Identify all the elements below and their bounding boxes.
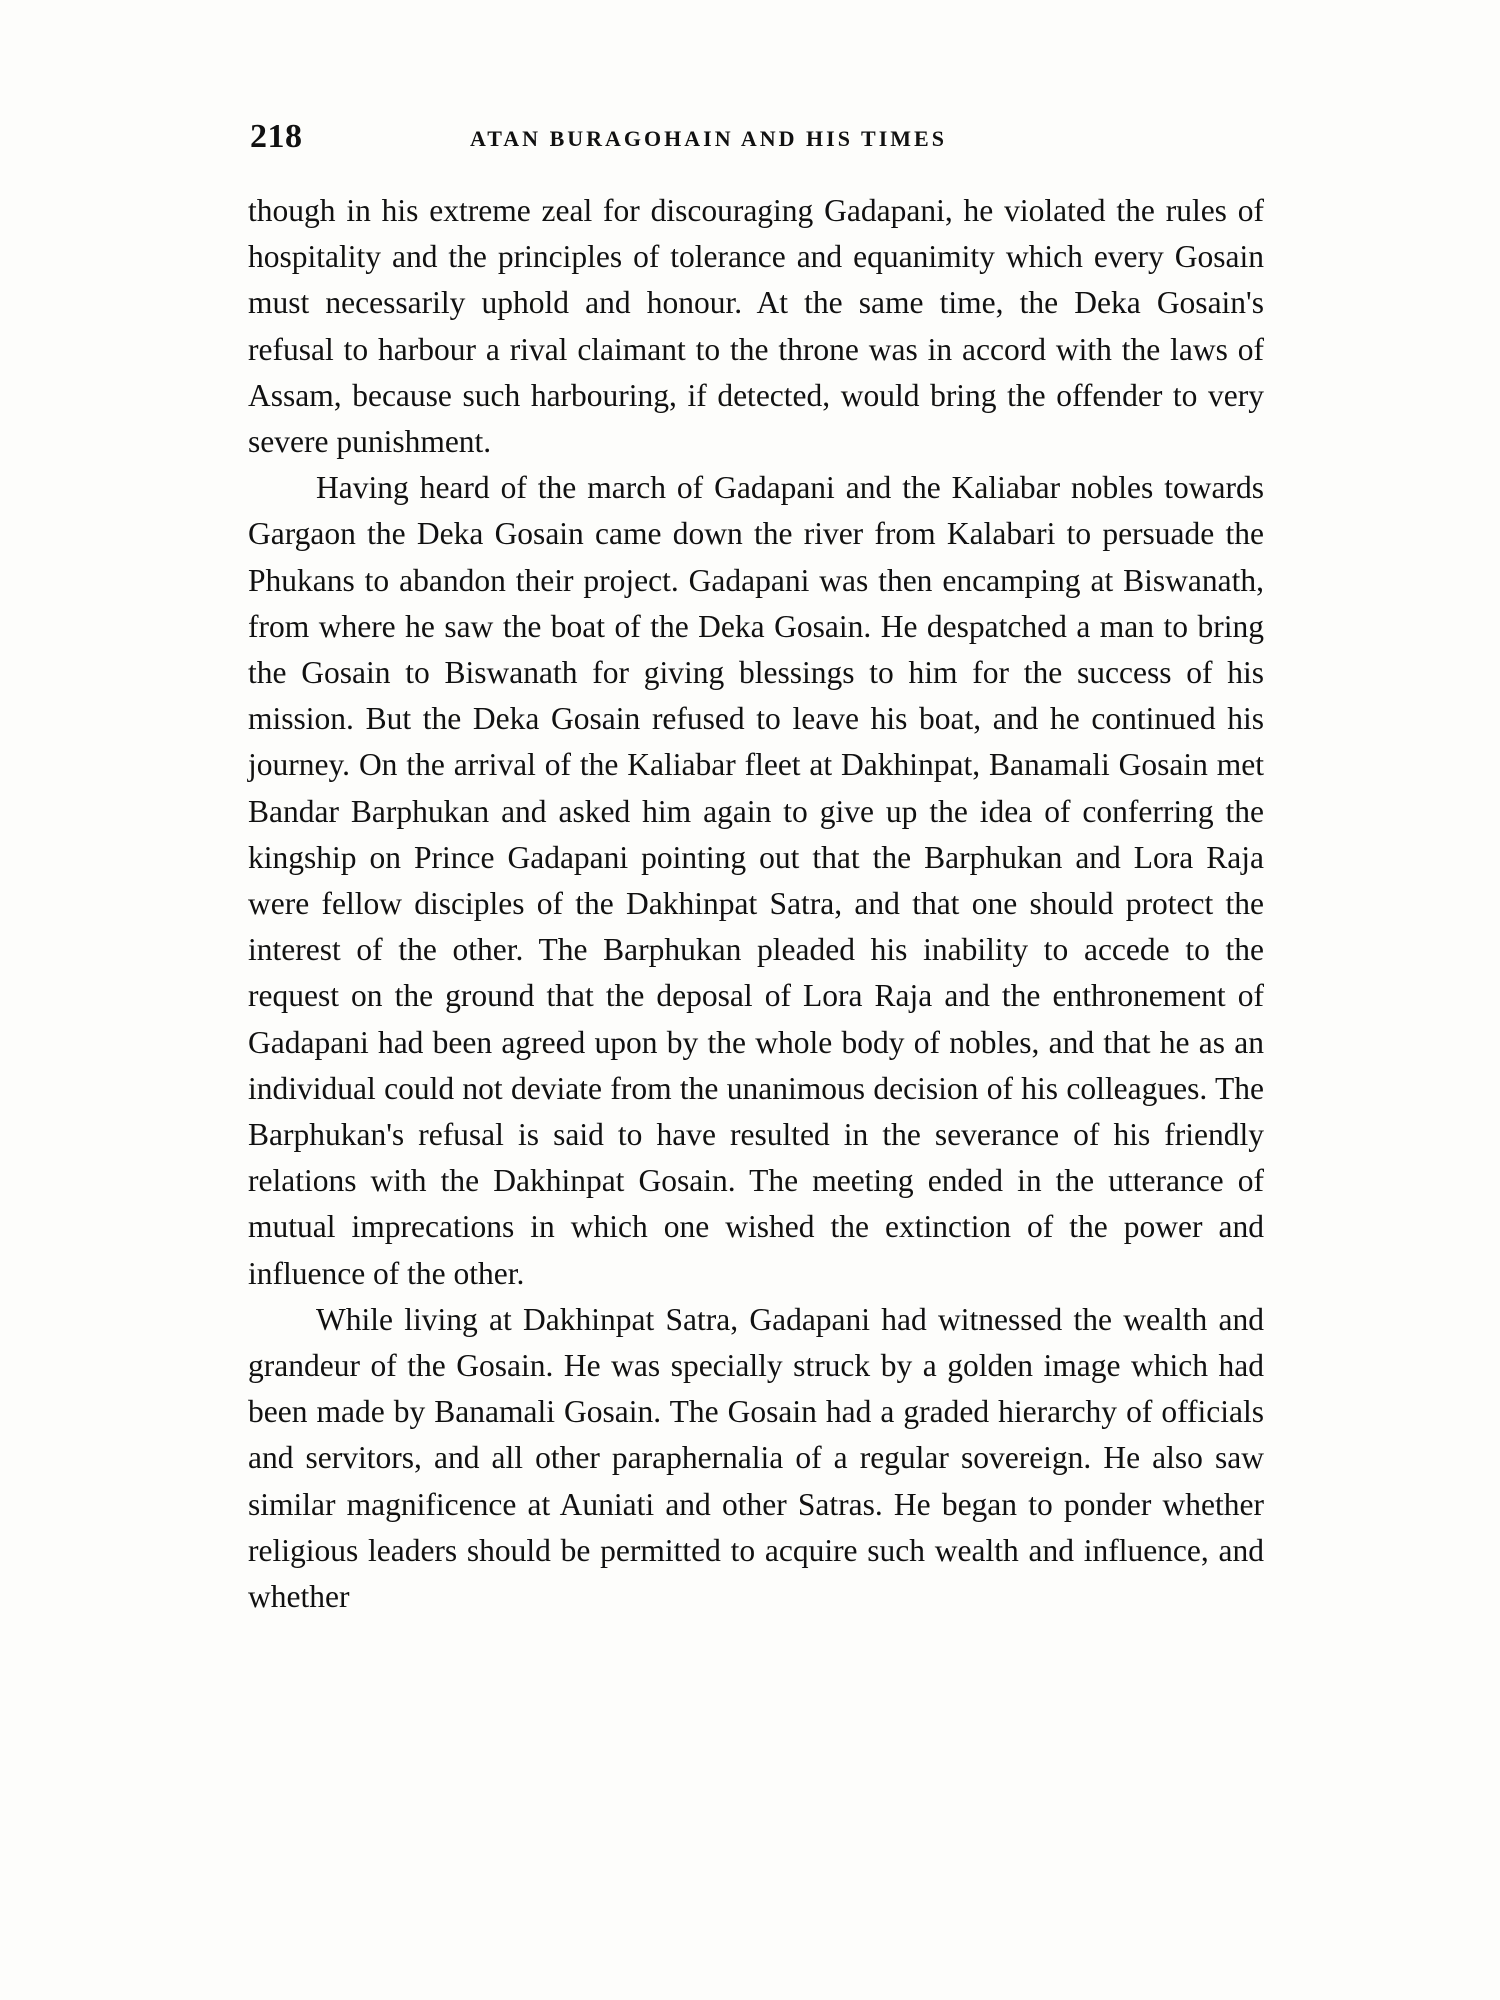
body-text: [248, 188, 1264, 1620]
paragraph-2: Having heard of the march of Gadapani and the Kaliabar nobles towards Gargaon the Deka Gosain came down the river from Kalabari to persuade the Phukans to abandon their project. Gadapani was then encamping at Biswanath, from where he saw the boat of the Deka Gosain. He despatched a man to bring the Gosain to Biswanath for giving blessings to him for the success of his mission. But the Deka Gosain refused to leave his boat, and he continued his journey. On the arrival of the Kaliabar fleet at Dakhinpat, Banamali Gosain met Bandar Barphukan and asked him again to give up the idea of conferring the kingship on Prince Gadapani pointing out that the Barphukan and Lora Raja were fellow disciples of the Dakhinpat Satra, and that one should protect the interest of the other. The Barphukan pleaded his inability to accede to the request on the ground that the deposal of Lora Raja and the enthronement of Gadapani had been agreed upon by the whole body of nobles, and that he as an individual could not deviate from the unanimous decision of his colleagues. The Barphukan's refusal is said to have resulted in the severance of his friendly relations with the Dakhinpat Gosain. The meeting ended in the utterance of mutual imprecations in which one wished the extinction of the power and influence of the other.: [248, 470, 1264, 1291]
paragraph-1: though in his extreme zeal for discouraging Gadapani, he violated the rules of hospitality and the principles of tolerance and equanimity which every Gosain must necessarily uphold and honour. At the same time, the Deka Gosain's refusal to harbour a rival claimant to the throne was in accord with the laws of Assam, because such harbouring, if detected, would bring the offender to very severe punishment.: [248, 193, 1264, 460]
page-header: [250, 118, 1260, 158]
page-number: 218: [250, 118, 303, 155]
running-head: ATAN BURAGOHAIN AND HIS TIMES: [470, 126, 947, 151]
paragraph-3: While living at Dakhinpat Satra, Gadapani had witnessed the wealth and grandeur of the Gosain. He was specially struck by a golden image which had been made by Banamali Gosain. The Gosain had a graded hierarchy of officials and servitors, and all other paraphernalia of a regular sovereign. He also saw similar magnificence at Auniati and other Satras. He began to ponder whether religious leaders should be permitted to acquire such wealth and influence, and whether: [248, 1301, 1264, 1615]
